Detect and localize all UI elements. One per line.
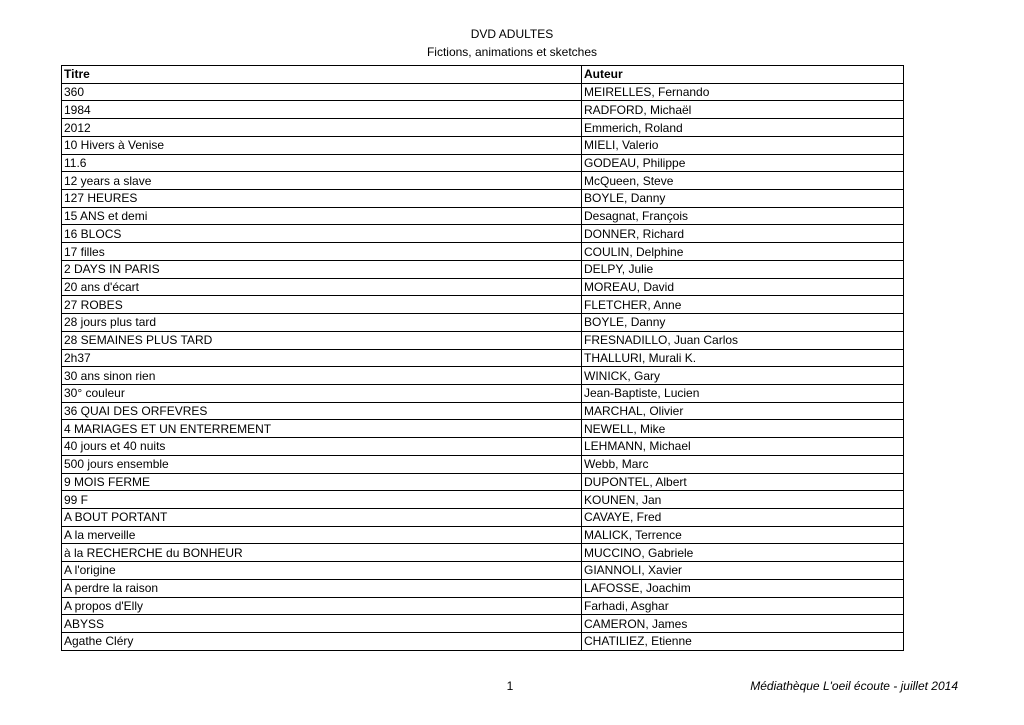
table-row	[62, 154, 904, 172]
table-row	[62, 260, 904, 278]
document-title: DVD ADULTES	[470, 27, 554, 41]
table-row	[62, 172, 904, 190]
table-row	[62, 508, 904, 526]
cell-author: CAVAYE, Fred	[582, 508, 904, 526]
table-row	[62, 243, 904, 261]
cell-title: 500 jours ensemble	[62, 455, 582, 473]
cell-author: McQueen, Steve	[582, 172, 904, 190]
cell-title: A propos d'Elly	[62, 597, 582, 615]
table-body	[62, 83, 904, 650]
table-row	[62, 367, 904, 385]
cell-author: CAMERON, James	[582, 615, 904, 633]
cell-title: ABYSS	[62, 615, 582, 633]
cell-title: 2012	[62, 119, 582, 137]
cell-author: BOYLE, Danny	[582, 314, 904, 332]
cell-author: NEWELL, Mike	[582, 420, 904, 438]
cell-author: FRESNADILLO, Juan Carlos	[582, 331, 904, 349]
cell-author: MEIRELLES, Fernando	[582, 83, 904, 101]
cell-title: 10 Hivers à Venise	[62, 136, 582, 154]
cell-title: A l'origine	[62, 562, 582, 580]
cell-title: 36 QUAI DES ORFEVRES	[62, 402, 582, 420]
table-row	[62, 579, 904, 597]
table-row	[62, 83, 904, 101]
cell-title: 11.6	[62, 154, 582, 172]
table-row	[62, 190, 904, 208]
cell-author: WINICK, Gary	[582, 367, 904, 385]
cell-author: Farhadi, Asghar	[582, 597, 904, 615]
cell-title: 9 MOIS FERME	[62, 473, 582, 491]
table-row	[62, 491, 904, 509]
cell-author: LAFOSSE, Joachim	[582, 579, 904, 597]
column-header-author: Auteur	[582, 66, 904, 84]
table-row	[62, 136, 904, 154]
table-row	[62, 438, 904, 456]
table-row	[62, 119, 904, 137]
cell-author: DUPONTEL, Albert	[582, 473, 904, 491]
table-row	[62, 296, 904, 314]
table-row	[62, 526, 904, 544]
cell-title: 30 ans sinon rien	[62, 367, 582, 385]
document-subtitle: Fictions, animations et sketches	[426, 45, 598, 59]
table-row	[62, 615, 904, 633]
cell-title: A perdre la raison	[62, 579, 582, 597]
table-row	[62, 402, 904, 420]
table-row	[62, 314, 904, 332]
page-number: 1	[506, 679, 514, 693]
table-row	[62, 384, 904, 402]
cell-author: GIANNOLI, Xavier	[582, 562, 904, 580]
cell-title: 28 SEMAINES PLUS TARD	[62, 331, 582, 349]
cell-title: 40 jours et 40 nuits	[62, 438, 582, 456]
cell-author: LEHMANN, Michael	[582, 438, 904, 456]
table-row	[62, 633, 904, 651]
cell-title: 17 filles	[62, 243, 582, 261]
cell-title: à la RECHERCHE du BONHEUR	[62, 544, 582, 562]
cell-author: BOYLE, Danny	[582, 190, 904, 208]
cell-author: MALICK, Terrence	[582, 526, 904, 544]
table-row	[62, 331, 904, 349]
cell-author: RADFORD, Michaël	[582, 101, 904, 119]
cell-title: 12 years a slave	[62, 172, 582, 190]
table-row	[62, 562, 904, 580]
cell-author: MIELI, Valerio	[582, 136, 904, 154]
cell-title: 99 F	[62, 491, 582, 509]
cell-title: 28 jours plus tard	[62, 314, 582, 332]
cell-title: 1984	[62, 101, 582, 119]
table-row	[62, 544, 904, 562]
column-header-title: Titre	[62, 66, 582, 84]
cell-author: MOREAU, David	[582, 278, 904, 296]
dvd-table	[61, 65, 904, 651]
cell-title: A BOUT PORTANT	[62, 508, 582, 526]
table-row	[62, 278, 904, 296]
cell-author: CHATILIEZ, Etienne	[582, 633, 904, 651]
table-row	[62, 101, 904, 119]
cell-author: Desagnat, François	[582, 207, 904, 225]
cell-author: Webb, Marc	[582, 455, 904, 473]
table-row	[62, 455, 904, 473]
cell-author: THALLURI, Murali K.	[582, 349, 904, 367]
cell-author: MARCHAL, Olivier	[582, 402, 904, 420]
cell-author: MUCCINO, Gabriele	[582, 544, 904, 562]
cell-author: Jean-Baptiste, Lucien	[582, 384, 904, 402]
table-row	[62, 207, 904, 225]
cell-author: KOUNEN, Jan	[582, 491, 904, 509]
cell-author: COULIN, Delphine	[582, 243, 904, 261]
cell-title: 30° couleur	[62, 384, 582, 402]
cell-author: FLETCHER, Anne	[582, 296, 904, 314]
cell-author: DELPY, Julie	[582, 260, 904, 278]
cell-title: 20 ans d'écart	[62, 278, 582, 296]
cell-author: Emmerich, Roland	[582, 119, 904, 137]
table-row	[62, 420, 904, 438]
cell-title: 127 HEURES	[62, 190, 582, 208]
cell-title: 360	[62, 83, 582, 101]
cell-author: GODEAU, Philippe	[582, 154, 904, 172]
table-row	[62, 349, 904, 367]
cell-title: Agathe Cléry	[62, 633, 582, 651]
table-header-row	[62, 66, 904, 84]
cell-title: 27 ROBES	[62, 296, 582, 314]
table-row	[62, 225, 904, 243]
cell-title: 16 BLOCS	[62, 225, 582, 243]
cell-title: 4 MARIAGES ET UN ENTERREMENT	[62, 420, 582, 438]
cell-author: DONNER, Richard	[582, 225, 904, 243]
cell-title: 2h37	[62, 349, 582, 367]
footer-credit: Médiathèque L'oeil écoute - juillet 2014	[750, 679, 958, 693]
table-row	[62, 597, 904, 615]
table-row	[62, 473, 904, 491]
cell-title: A la merveille	[62, 526, 582, 544]
cell-title: 15 ANS et demi	[62, 207, 582, 225]
cell-title: 2 DAYS IN PARIS	[62, 260, 582, 278]
